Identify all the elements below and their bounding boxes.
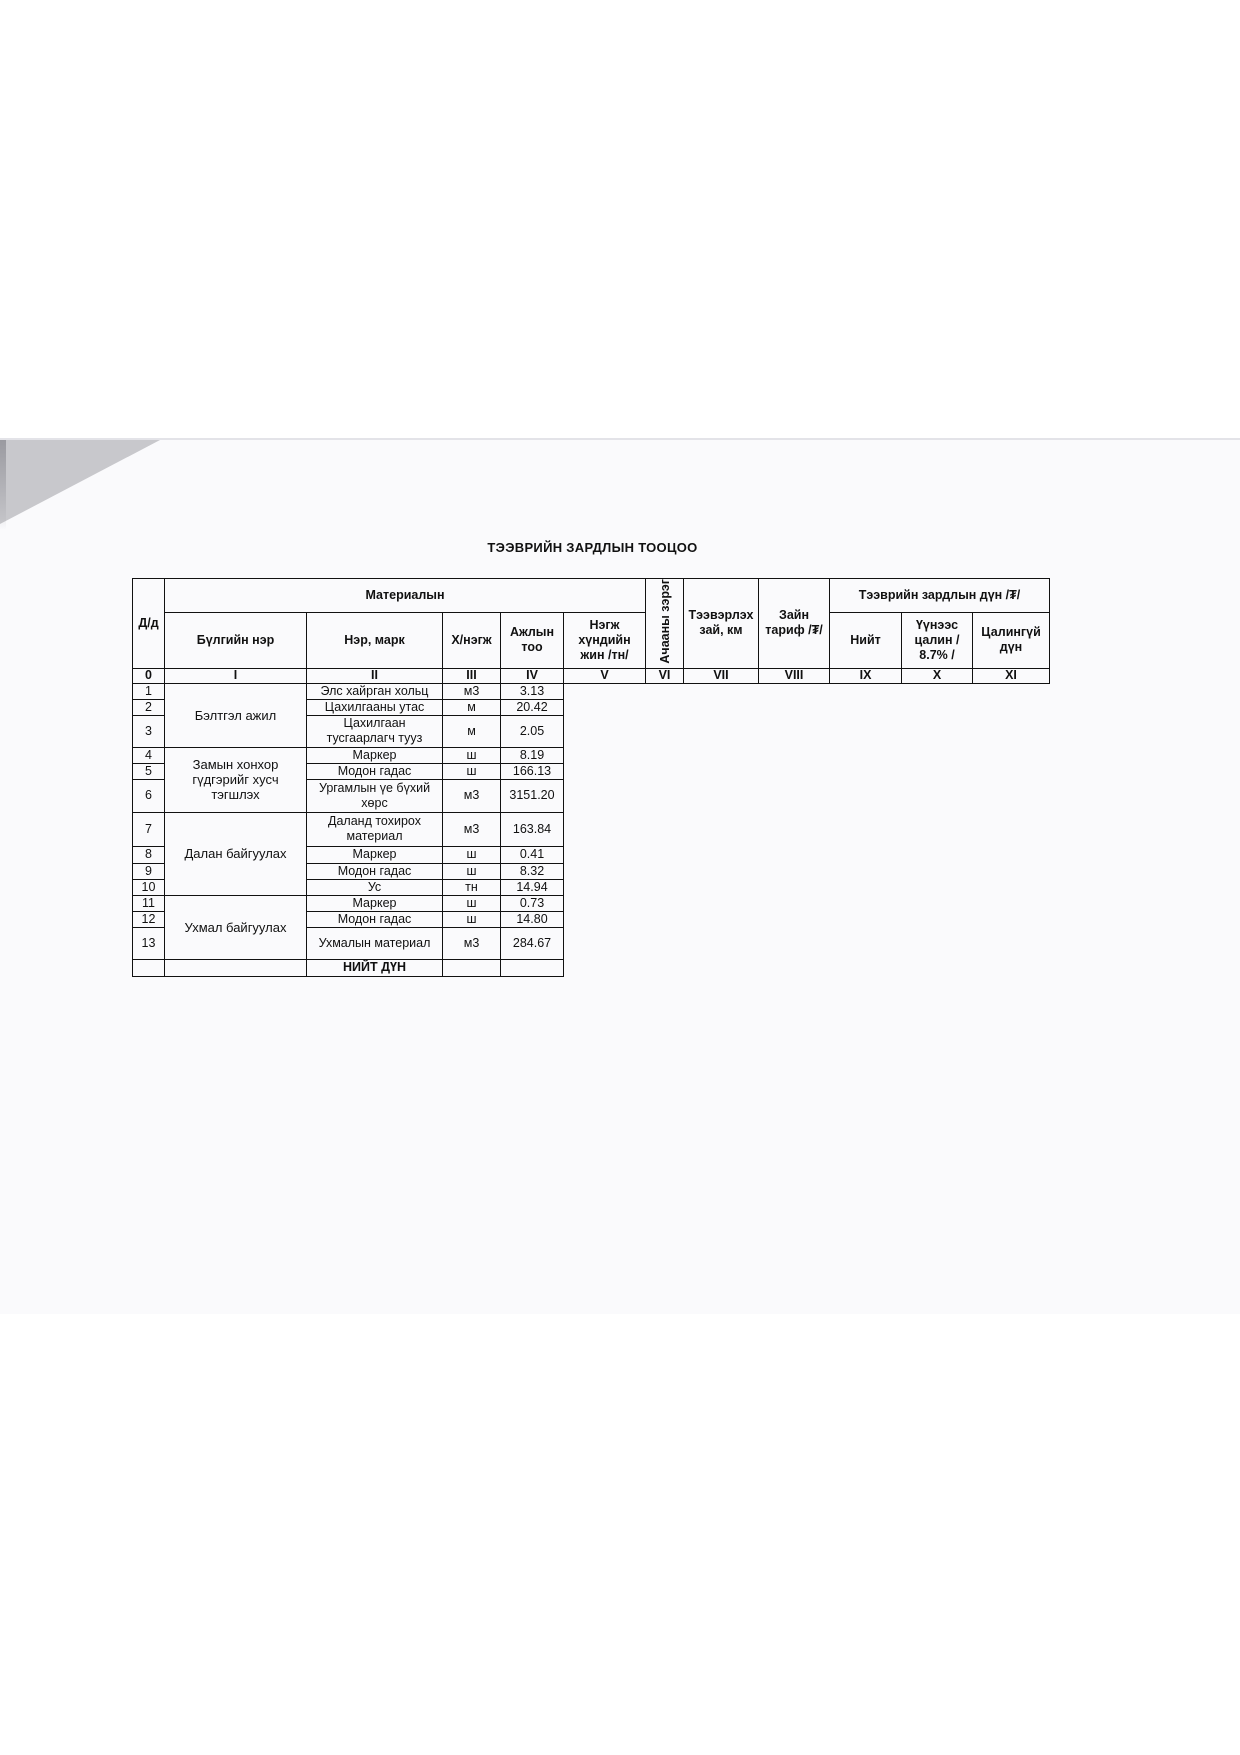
row-number: 9: [133, 863, 165, 879]
unit: м3: [443, 927, 501, 959]
num-cell: I: [165, 668, 307, 683]
row-number: 1: [133, 683, 165, 699]
num-cell: V: [564, 668, 646, 683]
quantity: 14.80: [501, 911, 564, 927]
col-weight-header: Нэгж хүндийн жин /тн/: [564, 613, 646, 668]
num-cell: 0: [133, 668, 165, 683]
col-distance-header: Тээвэрлэх зай, км: [684, 579, 759, 669]
materials-group-header: Материалын: [165, 579, 646, 613]
row-number: 10: [133, 879, 165, 895]
cropped-area: [564, 683, 1050, 976]
unit: м3: [443, 812, 501, 846]
unit: ш: [443, 747, 501, 763]
num-cell: VIII: [759, 668, 830, 683]
header-row-2: [133, 613, 1050, 668]
material-name: Маркер: [307, 895, 443, 911]
col-name-header: Нэр, марк: [307, 613, 443, 668]
row-number: 4: [133, 747, 165, 763]
unit: тн: [443, 879, 501, 895]
num-cell: VII: [684, 668, 759, 683]
quantity: 14.94: [501, 879, 564, 895]
unit: ш: [443, 863, 501, 879]
table-row: [133, 683, 1050, 699]
num-cell: IX: [830, 668, 902, 683]
row-number: 3: [133, 715, 165, 747]
material-name: Модон гадас: [307, 911, 443, 927]
unit: м3: [443, 779, 501, 812]
header-row-1: [133, 579, 1050, 613]
col-labor-header: Үүнээс цалин / 8.7% /: [902, 613, 973, 668]
num-cell: XI: [973, 668, 1050, 683]
col-qty-header: Ажлын тоо: [501, 613, 564, 668]
quantity: 163.84: [501, 812, 564, 846]
num-cell: X: [902, 668, 973, 683]
row-number: 12: [133, 911, 165, 927]
group-name: Бэлтгэл ажил: [165, 683, 307, 747]
unit: ш: [443, 846, 501, 863]
num-cell: II: [307, 668, 443, 683]
total-label: НИЙТ ДҮН: [307, 959, 443, 976]
material-name: Ус: [307, 879, 443, 895]
row-number: 6: [133, 779, 165, 812]
material-name: Маркер: [307, 747, 443, 763]
col-nonlabor-header: Цалингүй дүн: [973, 613, 1050, 668]
col-dd-header: Д/д: [133, 579, 165, 669]
material-name: Ухмалын материал: [307, 927, 443, 959]
quantity: 2.05: [501, 715, 564, 747]
quantity: 166.13: [501, 763, 564, 779]
material-name: Модон гадас: [307, 863, 443, 879]
unit: ш: [443, 895, 501, 911]
column-numbering-row: [133, 668, 1050, 683]
unit: м: [443, 715, 501, 747]
total-empty-cell: [443, 959, 501, 976]
num-cell: VI: [646, 668, 684, 683]
row-number: 13: [133, 927, 165, 959]
material-name: Ургамлын үе бүхий хөрс: [307, 779, 443, 812]
col-unit-header: Х/нэгж: [443, 613, 501, 668]
scan-edge: [0, 438, 1240, 440]
num-cell: IV: [501, 668, 564, 683]
row-number: 2: [133, 699, 165, 715]
transport-cost-table: [132, 578, 1050, 977]
quantity: 3151.20: [501, 779, 564, 812]
num-cell: III: [443, 668, 501, 683]
document-title: ТЭЭВРИЙН ЗАРДЛЫН ТООЦОО: [487, 540, 698, 555]
loads-header-text: Ачааны зэрэг: [657, 579, 672, 664]
row-number: 8: [133, 846, 165, 863]
quantity: 3.13: [501, 683, 564, 699]
group-name: Далан байгуулах: [165, 812, 307, 895]
unit: м: [443, 699, 501, 715]
material-name: Цахилгааны утас: [307, 699, 443, 715]
col-tariff-header: Зайн тариф /₮/: [759, 579, 830, 669]
quantity: 0.41: [501, 846, 564, 863]
total-empty-cell: [133, 959, 165, 976]
cost-group-header: Тээврийн зардлын дүн /₮/: [830, 579, 1050, 613]
col-loads-header: [646, 579, 684, 669]
row-number: 7: [133, 812, 165, 846]
unit: ш: [443, 911, 501, 927]
quantity: 20.42: [501, 699, 564, 715]
quantity: 284.67: [501, 927, 564, 959]
material-name: Элс хайрган хольц: [307, 683, 443, 699]
row-number: 11: [133, 895, 165, 911]
total-empty-cell: [501, 959, 564, 976]
quantity: 8.32: [501, 863, 564, 879]
group-name: Замын хонхор гүдгэрийг хусч тэгшлэх: [165, 747, 307, 812]
row-number: 5: [133, 763, 165, 779]
material-name: Даланд тохирох материал: [307, 812, 443, 846]
material-name: Модон гадас: [307, 763, 443, 779]
total-empty-cell: [165, 959, 307, 976]
col-section-header: Бүлгийн нэр: [165, 613, 307, 668]
page-corner-fold: [0, 440, 160, 524]
quantity: 0.73: [501, 895, 564, 911]
unit: ш: [443, 763, 501, 779]
group-name: Ухмал байгуулах: [165, 895, 307, 959]
material-name: Маркер: [307, 846, 443, 863]
material-name: Цахилгаан тусгаарлагч тууз: [307, 715, 443, 747]
col-total-header: Нийт: [830, 613, 902, 668]
quantity: 8.19: [501, 747, 564, 763]
unit: м3: [443, 683, 501, 699]
page-corner-shadow: [0, 440, 6, 530]
